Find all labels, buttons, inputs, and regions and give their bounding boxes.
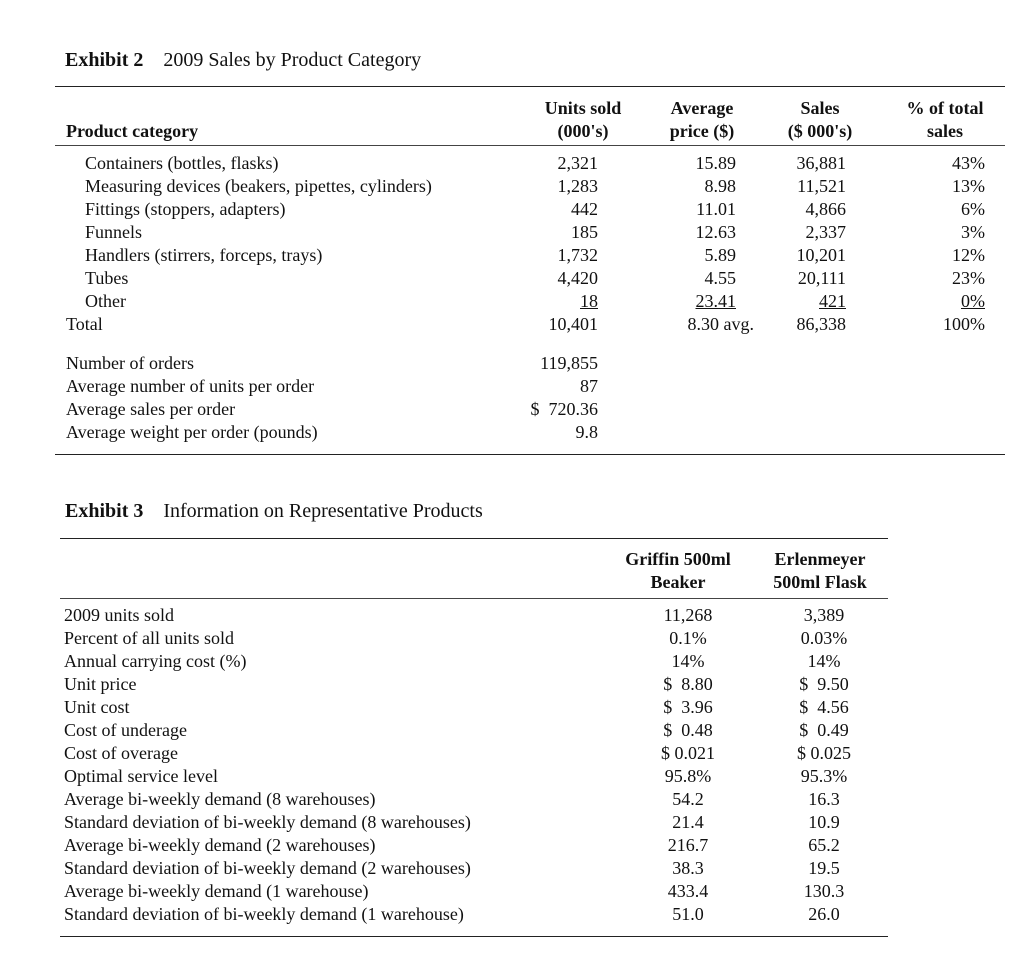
sales-cell: 4,866 — [805, 199, 846, 219]
erlenmeyer-cell: 130.3 — [803, 881, 845, 901]
price-cell: 8.98 — [704, 176, 736, 196]
order-stat-value: 119,855 — [540, 353, 598, 373]
exhibit3-bottom-rule — [60, 936, 888, 937]
price-cell: 11.01 — [696, 199, 736, 219]
sales-cell: 36,881 — [796, 153, 846, 173]
table-row: Percent of all units sold — [64, 628, 234, 648]
table-row: Standard deviation of bi-weekly demand (2 warehouses) — [64, 858, 471, 878]
erlenmeyer-cell: 16.3 — [808, 789, 840, 809]
erlenmeyer-cell: 3,389 — [803, 605, 845, 625]
order-stat-label: Average number of units per order — [66, 376, 315, 396]
table-row: Other — [85, 291, 126, 311]
griffin-cell: 433.4 — [667, 881, 709, 901]
table-row: Average bi-weekly demand (8 warehouses) — [64, 789, 376, 809]
units-cell: 18 — [580, 291, 598, 311]
price-cell: 5.89 — [704, 245, 736, 265]
erlenmeyer-cell: $ 9.50 — [799, 674, 849, 694]
table-row: Standard deviation of bi-weekly demand (8 warehouses) — [64, 812, 471, 832]
units-cell: 1,732 — [557, 245, 598, 265]
order-stats-values — [500, 352, 598, 444]
griffin-cell: $ 3.96 — [663, 697, 713, 717]
price-cell: 15.89 — [695, 153, 736, 173]
order-stat-label: Number of orders — [66, 353, 194, 373]
exhibit3-title — [65, 500, 483, 523]
units-cell: 4,420 — [557, 268, 598, 288]
order-stats-labels — [66, 352, 318, 444]
pct-cell: 0% — [961, 291, 985, 311]
griffin-cell: 38.3 — [672, 858, 704, 878]
griffin-cell: 11,268 — [663, 605, 713, 625]
average-price-column — [660, 152, 754, 336]
erlenmeyer-cell: 26.0 — [808, 904, 840, 924]
pct-cell: 3% — [961, 222, 985, 242]
erlenmeyer-cell: 95.3% — [800, 766, 848, 786]
exhibit2-heading: 2009 Sales by Product Category — [163, 49, 422, 71]
sales-column — [780, 152, 846, 336]
header-average-price: Average price ($) — [669, 98, 735, 141]
griffin-cell: $ 0.48 — [663, 720, 713, 740]
exhibit2-bottom-rule — [55, 454, 1005, 455]
header-sales: Sales ($ 000's) — [787, 98, 853, 141]
exhibit3-heading: Information on Representative Products — [163, 500, 483, 522]
table-row: Fittings (stoppers, adapters) — [85, 199, 286, 219]
table-row: Annual carrying cost (%) — [64, 651, 247, 671]
erlenmeyer-values-column — [760, 604, 888, 926]
sales-cell: 20,111 — [797, 268, 846, 288]
price-cell: 12.63 — [695, 222, 736, 242]
griffin-cell: 51.0 — [672, 904, 704, 924]
griffin-cell: 216.7 — [667, 835, 709, 855]
total-row-label: Total — [66, 314, 103, 334]
sales-cell: 11,521 — [797, 176, 846, 196]
pct-total-column — [905, 152, 985, 336]
price-total: 8.30 avg. — [687, 314, 754, 334]
pct-cell: 6% — [961, 199, 985, 219]
erlenmeyer-cell: 19.5 — [808, 858, 840, 878]
griffin-cell: 0.1% — [669, 628, 707, 648]
table-row: Cost of overage — [64, 743, 178, 763]
header-product-category: Product category — [66, 121, 199, 141]
sales-total: 86,338 — [796, 314, 846, 334]
table-row: Handlers (stirrers, forceps, trays) — [85, 245, 323, 265]
erlenmeyer-cell: $ 4.56 — [799, 697, 849, 717]
griffin-cell: $ 8.80 — [663, 674, 713, 694]
table-row: Average bi-weekly demand (1 warehouse) — [64, 881, 369, 901]
exhibit2-title — [65, 49, 421, 72]
table-row: Unit price — [64, 674, 137, 694]
table-row: Optimal service level — [64, 766, 218, 786]
units-cell: 185 — [571, 222, 598, 242]
pct-cell: 13% — [952, 176, 985, 196]
pct-cell: 23% — [952, 268, 985, 288]
pct-cell: 12% — [952, 245, 985, 265]
product-info-labels — [64, 604, 471, 926]
table-row: Cost of underage — [64, 720, 187, 740]
pct-cell: 43% — [952, 153, 985, 173]
units-sold-column — [520, 152, 598, 336]
order-stat-value: 87 — [580, 376, 598, 396]
product-category-column — [66, 152, 432, 336]
exhibit2-header-rule — [55, 145, 1005, 146]
sales-cell: 2,337 — [805, 222, 846, 242]
units-total: 10,401 — [548, 314, 598, 334]
table-row: Standard deviation of bi-weekly demand (1 warehouse) — [64, 904, 464, 924]
sales-cell: 421 — [819, 291, 846, 311]
order-stat-label: Average sales per order — [66, 399, 236, 419]
erlenmeyer-cell: 10.9 — [808, 812, 840, 832]
sales-cell: 10,201 — [796, 245, 846, 265]
griffin-cell: 21.4 — [672, 812, 704, 832]
order-stat-value: 9.8 — [575, 422, 598, 442]
griffin-cell: $ 0.021 — [661, 743, 715, 763]
table-row: Tubes — [85, 268, 129, 288]
units-cell: 2,321 — [557, 153, 598, 173]
price-cell: 4.55 — [704, 268, 736, 288]
header-pct-total: % of total sales — [906, 98, 984, 141]
erlenmeyer-cell: $ 0.025 — [797, 743, 851, 763]
exhibit3-label: Exhibit 3 — [65, 500, 144, 522]
table-row: Measuring devices (beakers, pipettes, cylinders) — [85, 176, 432, 196]
erlenmeyer-cell: $ 0.49 — [799, 720, 849, 740]
table-row: Unit cost — [64, 697, 130, 717]
exhibit2-label: Exhibit 2 — [65, 49, 144, 71]
erlenmeyer-cell: 65.2 — [808, 835, 840, 855]
units-cell: 442 — [571, 199, 598, 219]
griffin-cell: 14% — [671, 651, 705, 671]
header-units-sold: Units sold (000's) — [544, 98, 622, 141]
header-erlenmeyer-flask: Erlenmeyer 500ml Flask — [773, 549, 867, 592]
pct-total: 100% — [943, 314, 985, 334]
order-stat-value: $ 720.36 — [530, 399, 598, 419]
exhibit2-top-rule — [55, 86, 1005, 87]
order-stat-label: Average weight per order (pounds) — [66, 422, 318, 442]
exhibit3-header-rule — [60, 598, 888, 599]
griffin-cell: 54.2 — [672, 789, 704, 809]
table-row: Average bi-weekly demand (2 warehouses) — [64, 835, 376, 855]
griffin-cell: 95.8% — [664, 766, 712, 786]
table-row: 2009 units sold — [64, 605, 175, 625]
price-cell: 23.41 — [695, 291, 736, 311]
table-row: Containers (bottles, flasks) — [85, 153, 279, 173]
table-row: Funnels — [85, 222, 143, 242]
erlenmeyer-cell: 0.03% — [800, 628, 848, 648]
erlenmeyer-cell: 14% — [807, 651, 841, 671]
griffin-values-column — [622, 604, 754, 926]
units-cell: 1,283 — [557, 176, 598, 196]
header-griffin-beaker: Griffin 500ml Beaker — [625, 549, 731, 592]
exhibit3-top-rule — [60, 538, 888, 539]
